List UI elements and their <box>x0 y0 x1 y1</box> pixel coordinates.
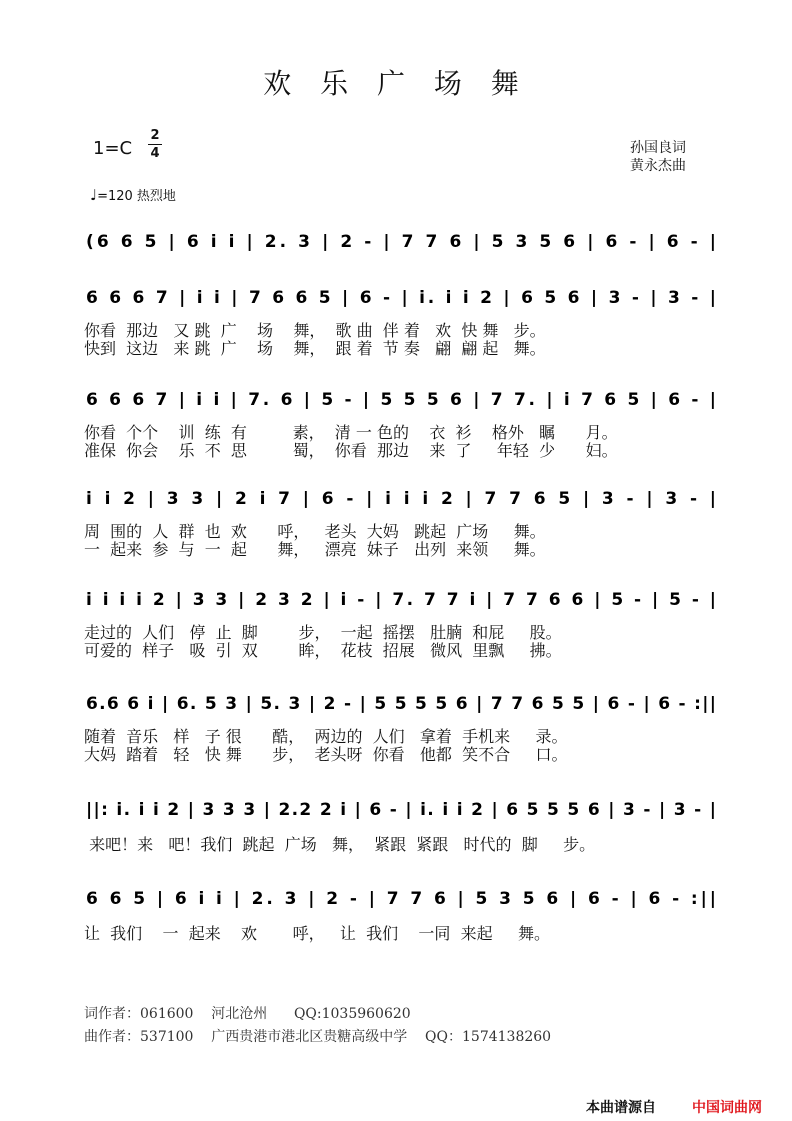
source-site-link[interactable]: 中国词曲网 <box>692 1100 762 1116</box>
composer-info: 曲作者：537100 广西贵港市港北区贵糖高级中学 QQ：1574138260 <box>84 1029 552 1045</box>
lyricist-info: 词作者：061600 河北沧州 QQ:1035960620 <box>84 1006 411 1022</box>
lyric-line: 来吧！来 吧！我们 跳起 广场 舞， 紧跟 紧跟 时代的 脚 步。 <box>84 835 596 854</box>
source-label: 本曲谱源自 <box>586 1100 656 1116</box>
lyric-line: 你看 那边 又 跳 广 场 舞， 歌 曲 伴 着 欢 快 舞 步。 <box>84 321 546 340</box>
quarter-note-icon: ♩ <box>90 186 98 204</box>
lyric-line: 可爱的 样子 吸 引 双 眸， 花枝 招展 微风 里飘 拂。 <box>84 641 562 660</box>
notation-row: i i i i 2 | 3 3 | 2 3 2 | i - | 7. 7 7 i | 7 7 6 6 | 5 - | 5 - | <box>86 590 716 610</box>
lyric-line: 你看 个个 训 练 有 素， 清 一 色的 衣 衫 格外 瞩 月。 <box>84 423 618 442</box>
lyric-line: 走过的 人们 停 止 脚 步， 一起 摇摆 肚腩 和屁 股。 <box>84 623 562 642</box>
time-signature-bottom: 4 <box>150 146 160 161</box>
lyric-line: 大妈 踏着 轻 快 舞 步， 老头呀 你看 他都 笑不合 口。 <box>84 745 568 764</box>
lyric-line: 一 起来 参 与 一 起 舞， 漂亮 妹子 出列 来领 舞。 <box>84 540 546 559</box>
notation-row: (6 6 5 | 6 i i | 2. 3 | 2 - | 7 7 6 | 5 3 5 6 | 6 - | 6 - | <box>86 232 716 252</box>
notation-row: 6 6 5 | 6 i i | 2. 3 | 2 - | 7 7 6 | 5 3 5 6 | 6 - | 6 - :|| <box>86 889 716 909</box>
lyric-line: 随着 音乐 样 子 很 酷， 两边的 人们 拿着 手机来 录。 <box>84 727 568 746</box>
notation-row: i i 2 | 3 3 | 2 i 7 | 6 - | i i i 2 | 7 7 6 5 | 3 - | 3 - | <box>86 489 716 509</box>
notation-row: 6 6 6 7 | i i | 7. 6 | 5 - | 5 5 5 6 | 7 7. | i 7 6 5 | 6 - | <box>86 390 717 410</box>
lyric-line: 准保 你会 乐 不 思 蜀， 你看 那边 来 了 年轻 少 妇。 <box>84 441 618 460</box>
lyric-line: 快到 这边 来 跳 广 场 舞， 跟 着 节 奏 翩 翩 起 舞。 <box>84 339 546 358</box>
notation-row: 6 6 6 7 | i i | 7 6 6 5 | 6 - | i. i i 2 | 6 5 6 | 3 - | 3 - | <box>86 288 716 308</box>
lyricist-credit: 孙国良词 <box>630 140 686 156</box>
composer-credit: 黄永杰曲 <box>630 158 686 174</box>
key-signature: 1=C <box>93 138 133 159</box>
tempo-text: =120 热烈地 <box>97 189 176 204</box>
time-signature-top: 2 <box>150 128 160 143</box>
notation-row: ||: i. i i 2 | 3 3 3 | 2.2 2 i | 6 - | i. i i 2 | 6 5 5 5 6 | 3 - | 3 - | <box>86 800 716 820</box>
lyric-line: 让 我们 一 起来 欢 呼， 让 我们 一同 来起 舞。 <box>84 924 551 943</box>
notation-row: 6.6 6 i | 6. 5 3 | 5. 3 | 2 - | 5 5 5 5 6 | 7 7 6 5 5 | 6 - | 6 - :|| <box>86 694 716 714</box>
song-title: 欢 乐 广 场 舞 <box>263 67 529 100</box>
lyric-line: 周 围的 人 群 也 欢 呼， 老头 大妈 跳起 广场 舞。 <box>84 522 546 541</box>
